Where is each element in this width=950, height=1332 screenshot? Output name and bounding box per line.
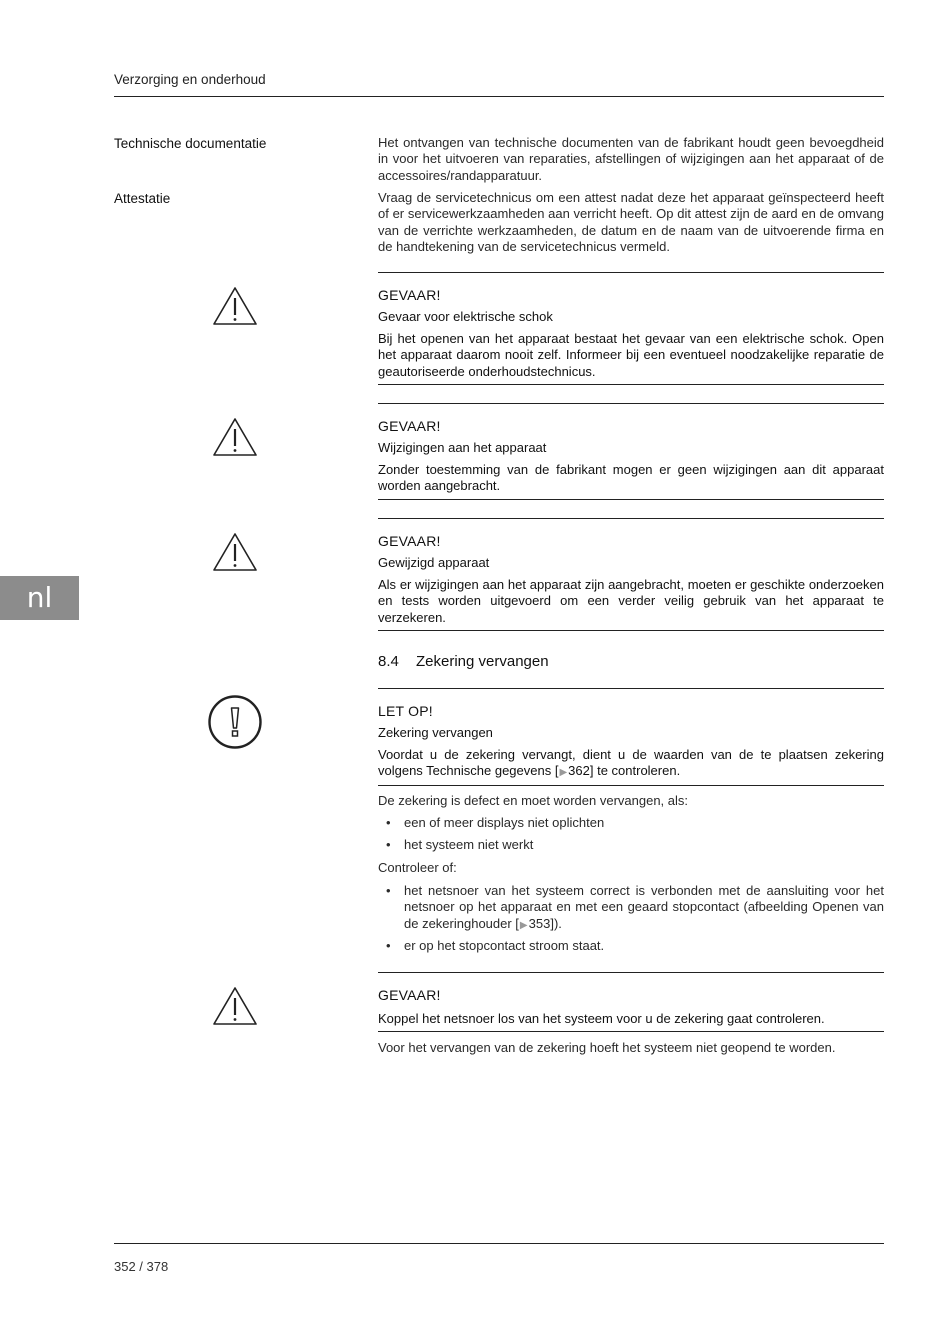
warning-triangle-icon <box>212 417 258 457</box>
list-item: • het netsnoer van het systeem correct is verbonden met de aansluiting voor het netsnoer op het apparaat en met een geaard stopcontact (afbeelding Openen van de zekeringhouder [▶353]). <box>378 883 884 934</box>
footer-divider <box>114 1243 884 1244</box>
notice-body: Als er wijzigingen aan het apparaat zijn aangebracht, moeten er geschikte onderzoeken en tests worden uitgevoerd om een verder veilig gebruik van het apparaat te verzekeren. <box>378 577 884 625</box>
notice-bottom-rule <box>378 384 884 385</box>
notice-body: Koppel het netsnoer los van het systeem voor u de zekering gaat controleren. <box>378 1011 825 1026</box>
notice-body: Bij het openen van het apparaat bestaat het gevaar van een elektrische schok. Open het apparaat daarom nooit zelf. Informeer bij een eventueel noodzakelijke reparatie de geautoriseerde onderhoudstechnicus. <box>378 331 884 379</box>
notice-title: GEVAAR! <box>378 287 441 303</box>
fuse-intro: De zekering is defect en moet worden vervangen, als: <box>378 793 689 808</box>
notice-subtitle: Gewijzigd apparaat <box>378 555 490 570</box>
arrow-right-icon: ▶ <box>559 767 568 779</box>
section-number: 8.4 <box>378 653 399 670</box>
caution-body-text: Voordat u de zekering vervangt, dient u de waarden van de te plaatsen zekering volgens Technische gegevens [ <box>378 747 884 779</box>
warning-triangle-icon <box>212 532 258 572</box>
notice-title: GEVAAR! <box>378 418 441 434</box>
notice-bottom-rule <box>378 1031 884 1032</box>
warning-triangle-icon <box>212 286 258 326</box>
caution-body <box>378 747 884 782</box>
page-reference-link[interactable]: 353 <box>528 915 551 931</box>
section-title: Zekering vervangen <box>416 653 549 670</box>
notice-top-rule <box>378 518 884 519</box>
page-reference-link[interactable]: 362 <box>568 763 590 779</box>
label-technische-documentatie: Technische documentatie <box>114 136 267 151</box>
notice-bottom-rule <box>378 499 884 500</box>
warning-triangle-icon <box>212 986 258 1026</box>
notice-subtitle: Wijzigingen aan het apparaat <box>378 440 547 455</box>
notice-top-rule <box>378 272 884 273</box>
caution-title: LET OP! <box>378 703 433 719</box>
list-item: • het systeem niet werkt <box>386 837 534 852</box>
list-item: • een of meer displays niet oplichten <box>386 815 605 830</box>
language-tab: nl <box>0 576 79 620</box>
caution-bottom-rule <box>378 785 884 786</box>
caution-subtitle: Zekering vervangen <box>378 725 493 740</box>
notice-title: GEVAAR! <box>378 987 441 1003</box>
notice-top-rule <box>378 972 884 973</box>
notice-top-rule <box>378 403 884 404</box>
tech-doc-paragraph: Het ontvangen van technische documenten van de fabrikant houdt geen bevoegdheid in voor het uitvoeren van reparaties, afstellingen of wijzigingen aan het apparaat of de accessoires/randapparatuur. <box>378 135 884 183</box>
check-intro: Controleer of: <box>378 860 457 875</box>
notice-body: Zonder toestemming van de fabrikant mogen er geen wijzigingen aan dit apparaat worden aangebracht. <box>378 462 884 494</box>
notice-subtitle: Gevaar voor elektrische schok <box>378 309 553 324</box>
arrow-right-icon: ▶ <box>519 919 528 931</box>
attest-paragraph: Vraag de servicetechnicus om een attest nadat deze het apparaat geïnspecteerd heeft of er servicewerkzaamheden aan verricht heeft. Op dit attest zijn de aard en de omvang van de verrichte werkzaamheden, de datum en de naam van de uitvoerende firma en de handtekening van de servicetechnicus vermeld. <box>378 190 884 255</box>
caution-circle-icon <box>207 694 263 750</box>
page-number: 352 / 378 <box>114 1259 169 1274</box>
caution-top-rule <box>378 688 884 689</box>
notice-title: GEVAAR! <box>378 533 441 549</box>
notice-bottom-rule <box>378 630 884 631</box>
list-item: • er op het stopcontact stroom staat. <box>386 938 605 953</box>
label-attestatie: Attestatie <box>114 191 171 206</box>
caution-body-text: ] te controleren. <box>589 763 681 779</box>
closing-paragraph: Voor het vervangen van de zekering hoeft het systeem niet geopend te worden. <box>378 1040 836 1055</box>
header-divider <box>114 96 884 97</box>
running-header: Verzorging en onderhoud <box>114 72 266 87</box>
section-heading <box>378 653 549 670</box>
